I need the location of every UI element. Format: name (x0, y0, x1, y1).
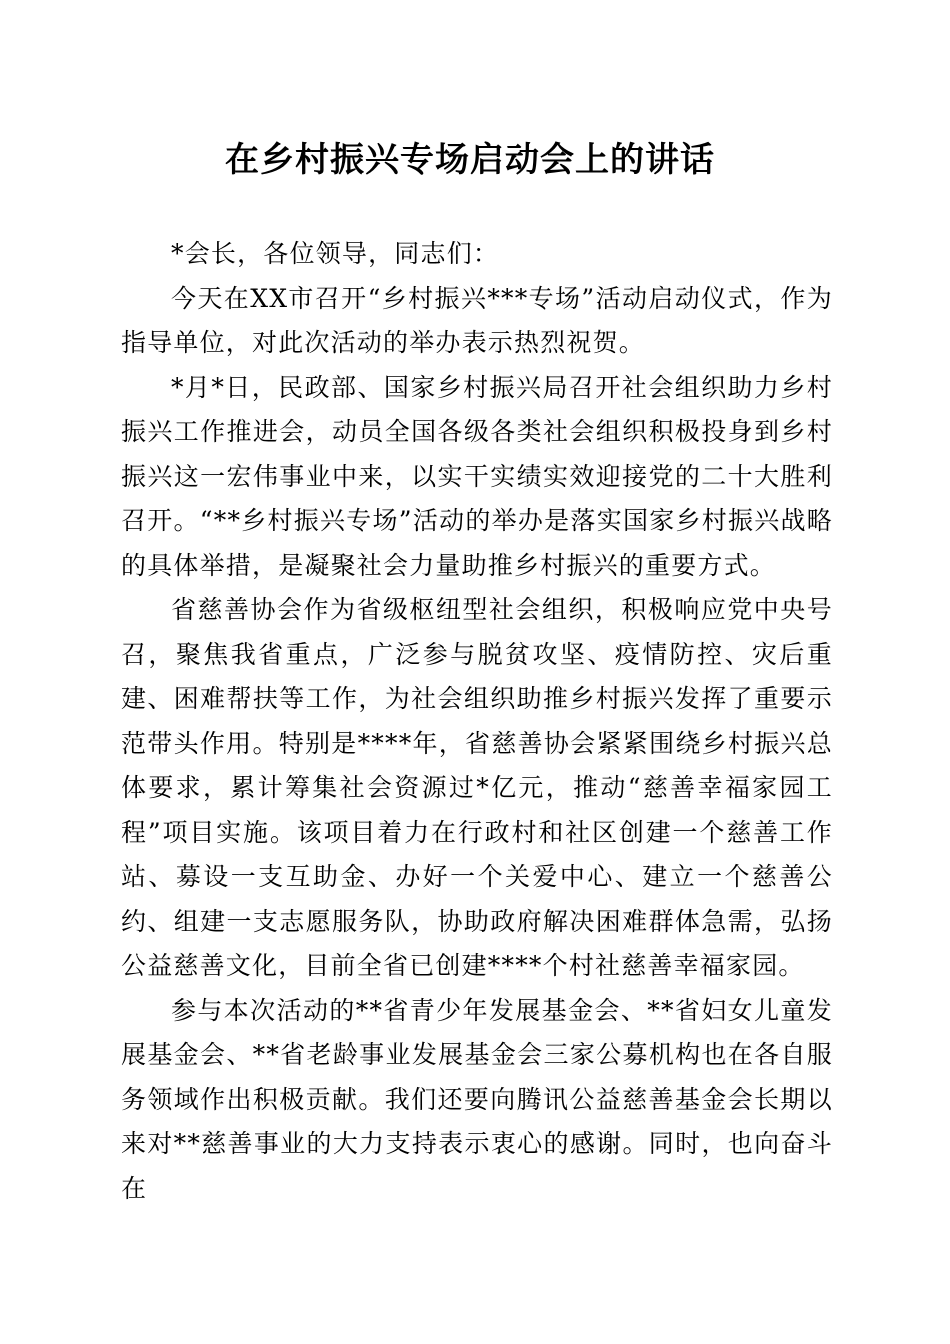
body-paragraph: 今天在XX市召开“乡村振兴***专场”活动启动仪式，作为指导单位，对此次活动的举办表示热烈祝贺。 (121, 283, 833, 357)
body-paragraph: *月*日，民政部、国家乡村振兴局召开社会组织助力乡村振兴工作推进会，动员全国各级各类社会组织积极投身到乡村振兴这一宏伟事业中来，以实干实绩实效迎接党的二十大胜利召开。“**乡村振兴专场”活动的举办是落实国家乡村振兴战略的具体举措，是凝聚社会力量助推乡村振兴的重要方式。 (121, 372, 833, 580)
document-title: 在乡村振兴专场启动会上的讲话 (225, 140, 715, 180)
body-paragraph: 省慈善协会作为省级枢纽型社会组织，积极响应党中央号召，聚焦我省重点，广泛参与脱贫攻坚、疫情防控、灾后重建、困难帮扶等工作，为社会组织助推乡村振兴发挥了重要示范带头作用。特别是****年，省慈善协会紧紧围绕乡村振兴总体要求，累计筹集社会资源过*亿元，推动“慈善幸福家园工程”项目实施。该项目着力在行政村和社区创建一个慈善工作站、募设一支互助金、办好一个关爱中心、建立一个慈善公约、组建一支志愿服务队，协助政府解决困难群体急需，弘扬公益慈善文化，目前全省已创建****个村社慈善幸福家园。 (121, 595, 833, 980)
body-paragraph: 参与本次活动的**省青少年发展基金会、**省妇女儿童发展基金会、**省老龄事业发展基金会三家公募机构也在各自服务领域作出积极贡献。我们还要向腾讯公益慈善基金会长期以来对**慈善事业的大力支持表示衷心的感谢。同时，也向奋斗在 (121, 995, 833, 1203)
document-body (121, 232, 833, 1211)
salutation-paragraph: *会长，各位领导，同志们： (171, 239, 500, 268)
